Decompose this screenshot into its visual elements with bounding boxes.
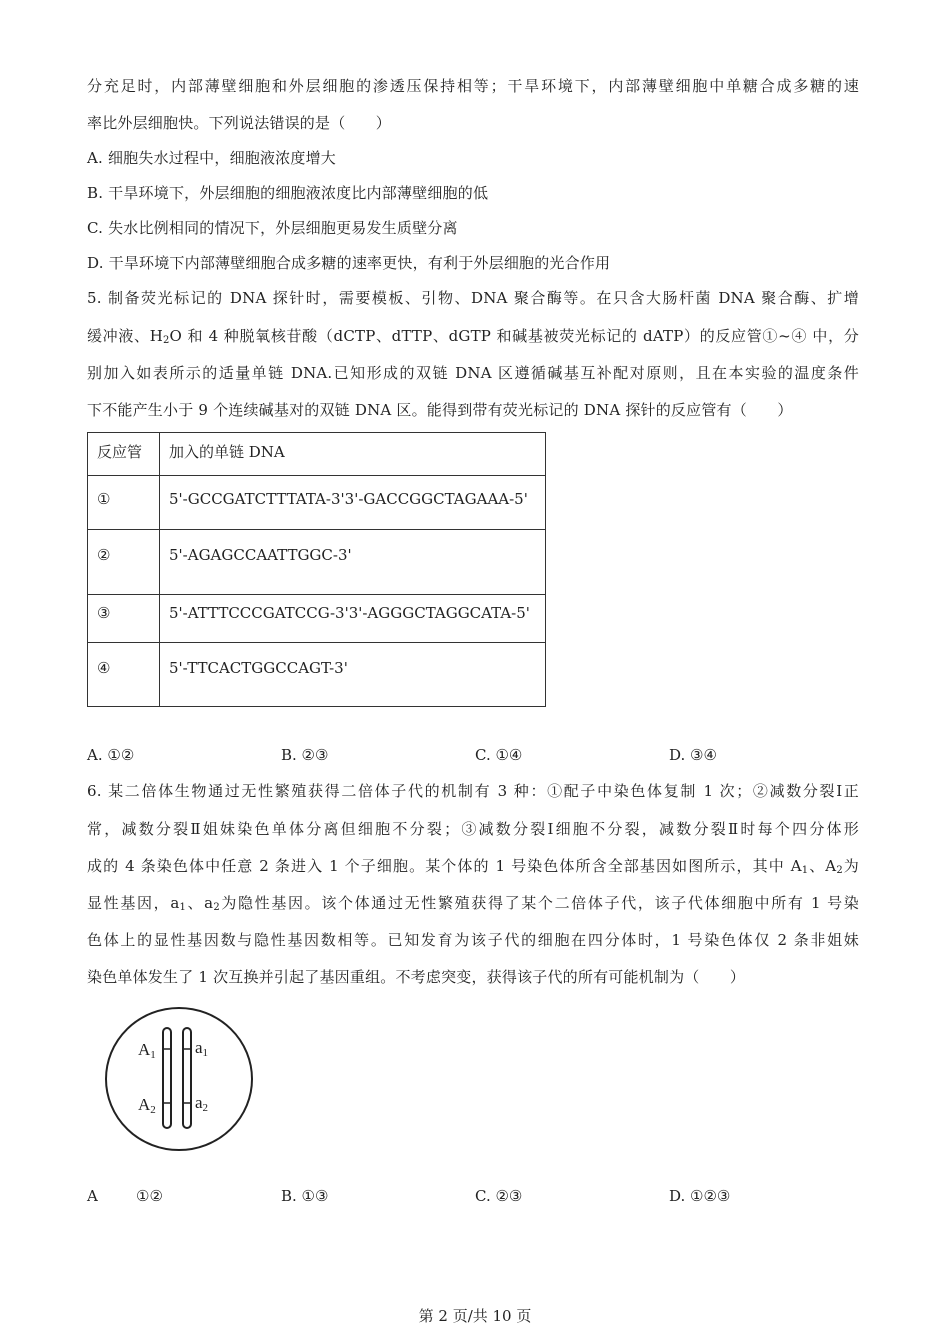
- q5-stem-line-1: 5. 制备荧光标记的 DNA 探针时，需要模板、引物、DNA 聚合酶等。在只含大肠杆菌 DNA 聚合酶、扩增: [87, 289, 859, 307]
- dna-cell: 5'-AGAGCCAATTGGC-3': [160, 530, 546, 595]
- q6-stem-line-6: 染色单体发生了 1 次互换并引起了基因重组。不考虑突变，获得该子代的所有可能机制为（ ）: [87, 968, 746, 986]
- header-tube: 反应管: [88, 433, 160, 476]
- text-span: 、a: [186, 894, 214, 912]
- table-row: [88, 643, 546, 707]
- text-span: 成的 4 条染色体中任意 2 条进入 1 个子细胞。某个体的 1 号染色体所含全部基因如图所示，其中 A: [87, 857, 802, 875]
- text-span: 为: [842, 857, 860, 875]
- q6-stem-line-2: 常，减数分裂Ⅱ姐妹染色单体分离但细胞不分裂；③减数分裂Ⅰ细胞不分裂，减数分裂Ⅱ时每个四分体形: [87, 820, 859, 838]
- cell-outline: [106, 1008, 252, 1150]
- gene-label-a2: a2: [195, 1093, 209, 1114]
- table-row: [88, 595, 546, 643]
- tube-cell: ②: [88, 530, 160, 595]
- table-header-row: [88, 433, 546, 476]
- gene-label-A2: A2: [138, 1095, 156, 1116]
- q5-option-b: B. ②③: [281, 746, 329, 764]
- chromosome-diagram: [100, 1002, 260, 1162]
- table-row: [88, 530, 546, 595]
- text-span: 、A: [808, 857, 837, 875]
- q6-stem-line-4: [87, 891, 859, 915]
- header-dna: 加入的单链 DNA: [160, 433, 546, 476]
- q6-stem-line-1: 6. 某二倍体生物通过无性繁殖获得二倍体子代的机制有 3 种：①配子中染色体复制 1 次；②减数分裂Ⅰ正: [87, 782, 859, 800]
- dna-table: [87, 432, 546, 707]
- chromosome-right: [183, 1028, 191, 1128]
- text-span: 显性基因，a: [87, 894, 180, 912]
- subscript: 2: [836, 865, 843, 876]
- q6-option-a-value: ①②: [136, 1187, 163, 1205]
- subscript: 1: [801, 865, 809, 876]
- q4-option-d: D. 干旱环境下内部薄壁细胞合成多糖的速率更快，有利于外层细胞的光合作用: [87, 254, 611, 272]
- table-row: [88, 476, 546, 530]
- q6-stem-line-5: 色体上的显性基因数与隐性基因数相等。已知发育为该子代的细胞在四分体时，1 号染色体仅 2 条非姐妹: [87, 931, 859, 949]
- subscript: 1: [179, 902, 187, 913]
- dna-cell: 5'-TTCACTGGCCAGT-3': [160, 643, 546, 707]
- q4-option-c: C. 失水比例相同的情况下，外层细胞更易发生质壁分离: [87, 219, 458, 237]
- q4-stem-line-1: 分充足时，内部薄壁细胞和外层细胞的渗透压保持相等；干旱环境下，内部薄壁细胞中单糖合成多糖的速: [87, 77, 859, 95]
- text-span: 为隐性基因。该个体通过无性繁殖获得了某个二倍体子代，该子代体细胞中所有 1 号染: [219, 894, 860, 912]
- subscript: 2: [162, 335, 170, 346]
- q5-stem-line-4: 下不能产生小于 9 个连续碱基对的双链 DNA 区。能得到带有荧光标记的 DNA 探针的反应管有（ ）: [87, 401, 793, 419]
- q5-option-c: C. ①④: [475, 746, 523, 764]
- page-number: 第 2 页/共 10 页: [418, 1307, 532, 1325]
- q5-stem-line-3: 别加入如表所示的适量单链 DNA.已知形成的双链 DNA 区遵循碱基互补配对原则，且在本实验的温度条件: [87, 364, 859, 382]
- q5-option-d: D. ③④: [669, 746, 717, 764]
- q6-option-a-letter: A: [87, 1187, 98, 1205]
- gene-label-a1: a1: [195, 1038, 209, 1059]
- subscript: 2: [213, 902, 220, 913]
- q6-option-b: B. ①③: [281, 1187, 329, 1205]
- q6-option-c: C. ②③: [475, 1187, 523, 1205]
- dna-cell: 5'-GCCGATCTTTATA-3'3'-GACCGGCTAGAAA-5': [160, 476, 546, 530]
- q6-stem-line-3: [87, 854, 859, 878]
- q5-option-a: A. ①②: [87, 746, 135, 764]
- q5-line2-post: O 和 4 种脱氧核苷酸（dCTP、dTTP、dGTP 和碱基被荧光标记的 dATP）的反应管①~④ 中，分: [169, 327, 859, 345]
- q4-option-b: B. 干旱环境下，外层细胞的细胞液浓度比内部薄壁细胞的低: [87, 184, 489, 202]
- tube-cell: ④: [88, 643, 160, 707]
- q4-stem-line-2: 率比外层细胞快。下列说法错误的是（ ）: [87, 114, 392, 132]
- q4-option-a: A. 细胞失水过程中，细胞液浓度增大: [87, 149, 336, 167]
- dna-cell: 5'-ATTTCCCGATCCG-3'3'-AGGGCTAGGCATA-5': [160, 595, 546, 643]
- q5-stem-line-2: [87, 324, 859, 348]
- tube-cell: ①: [88, 476, 160, 530]
- q5-line2-pre: 缓冲液、H: [87, 327, 163, 345]
- tube-cell: ③: [88, 595, 160, 643]
- gene-label-A1: A1: [138, 1040, 156, 1061]
- q6-option-d: D. ①②③: [669, 1187, 731, 1205]
- chromosome-left: [163, 1028, 171, 1128]
